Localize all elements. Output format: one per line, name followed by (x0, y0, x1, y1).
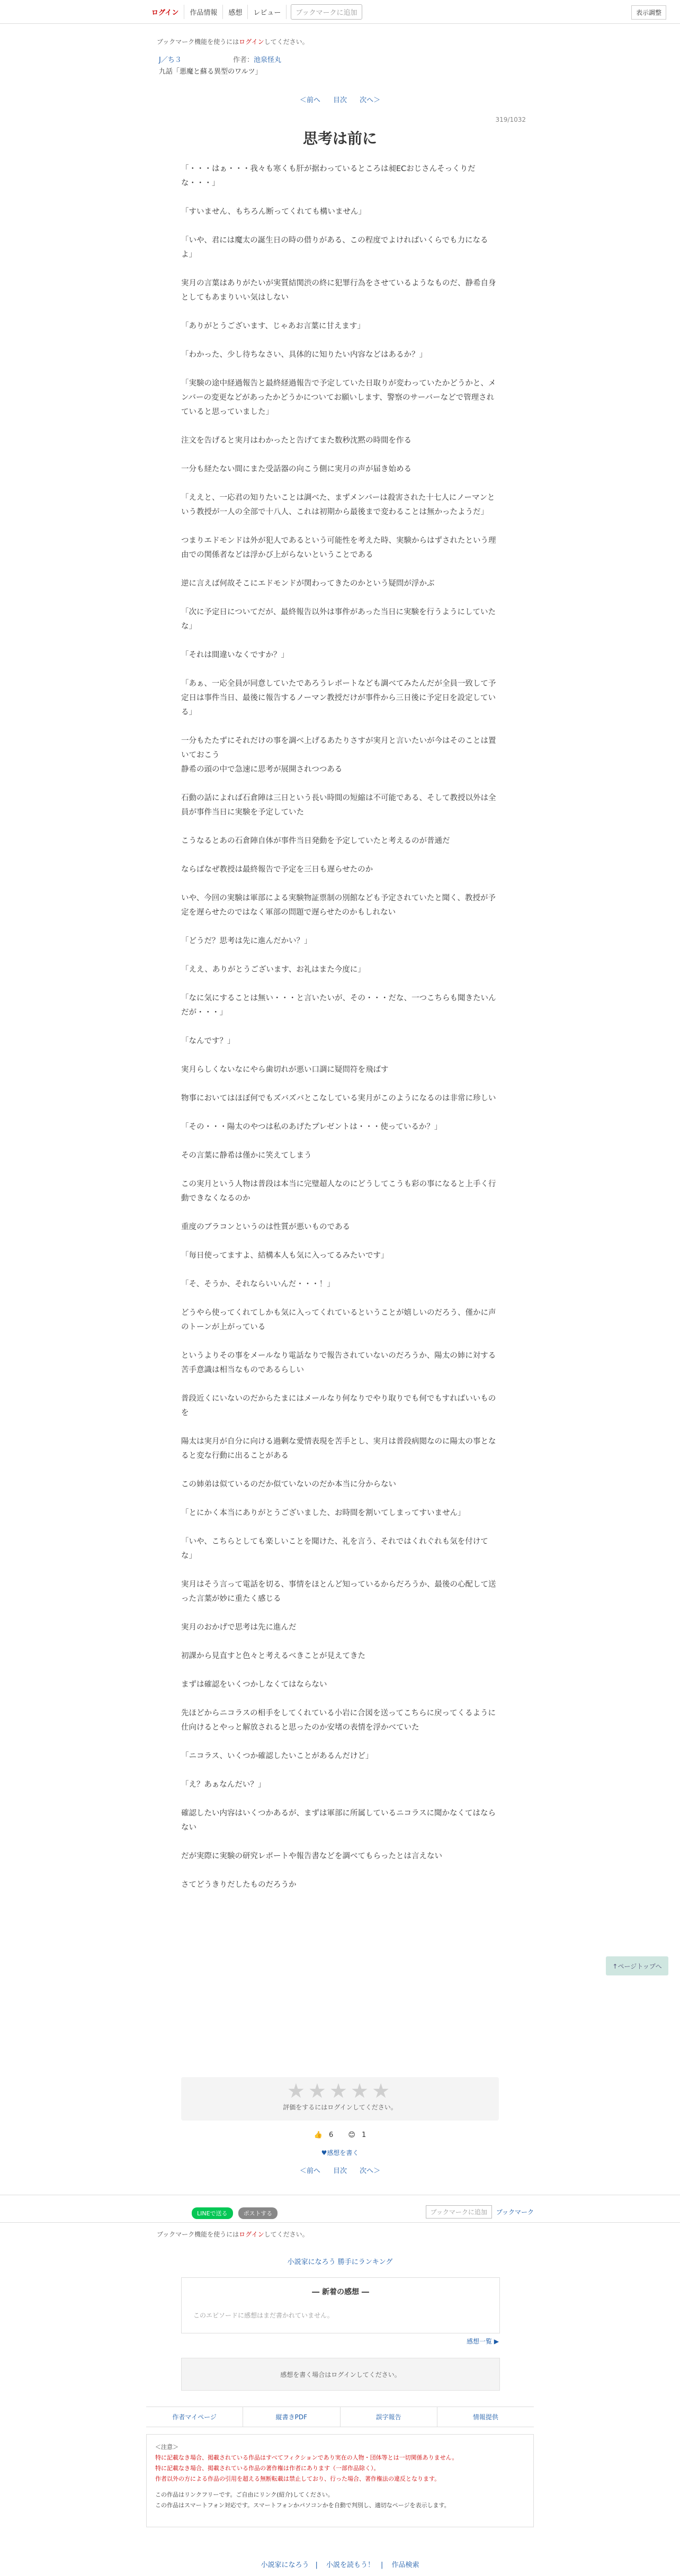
footer-line: この作品はスマートフォン対応です。スマートフォンかパソコンかを自動で判別し、適切なページを表示します。 (155, 2502, 450, 2509)
info-provide-link[interactable]: 情報提供 (472, 2413, 498, 2421)
novel-paragraph: 「どうだ？思考は先に進んだかい？」 (181, 937, 312, 945)
footer-notice (146, 2434, 534, 2527)
novel-paragraph: 石動の話によれば石倉陣は三日という長い時間の短縮は不可能である、そして教授以外は全員が事件当日に実験を予定していた (181, 794, 496, 817)
novel-paragraph: だが実際に実験の研究レポートや報告書などを調べてもらったとは言えない (181, 1852, 442, 1861)
novel-paragraph: 「え？あぁなんだい？」 (181, 1781, 266, 1789)
notice-text-end: してください。 (264, 38, 309, 46)
footer-red-line: 作者以外の方による作品の引用を超える無断転載は禁止しており、行った場合、著作権法の違反となります。 (155, 2475, 441, 2482)
bookmark-notice (157, 37, 309, 46)
like-reaction[interactable] (311, 2131, 336, 2139)
novel-paragraph: 「そ、そうか、それならいいんだ・・・！」 (181, 1280, 335, 1289)
novel-paragraph: 「ニコラス、いくつか確認したいことがあるんだけど」 (181, 1752, 373, 1760)
footer-red-line: 特に記載なき場合、掲載されている作品の著作権は作者にあります（一部作品除く）。 (155, 2465, 380, 2472)
novel-paragraph: 「わかった、少し待ちなさい、具体的に知りたい内容などはあるか？」 (181, 351, 427, 359)
like-count: 6 (328, 2131, 334, 2139)
novel-paragraph: 普段近くにいないのだからたまにはメールなり何なりでやり取りでも何でもすればいいものを (181, 1394, 496, 1417)
toc-link-bottom[interactable]: 目次 (333, 2167, 347, 2175)
novel-paragraph: 「ありがとうございます、じゃあお言葉に甘えます」 (181, 322, 365, 330)
smile-icon: 😊 (348, 2131, 355, 2139)
x-share-button[interactable]: ポストする (238, 2207, 278, 2219)
series-link[interactable]: J／ち３ (159, 56, 182, 64)
novel-paragraph: 「なに気にすることは無い・・・と言いたいが、その・・・だな、一つこちらも聞きたいんだが・・・」 (181, 994, 496, 1017)
smile-reaction[interactable] (345, 2131, 369, 2139)
write-impression-box: 感想を書く場合はログインしてください。 (181, 2358, 500, 2391)
bookmark-button[interactable]: ブックマーク (496, 2208, 534, 2216)
new-impressions-box (181, 2277, 500, 2333)
novel-paragraph: 一分もたたずにそれだけの事を調べ上げるあたりさすが実月と言いたいが今はそのことは置いておこう 静希の頭の中で急速に思考が展開されつつある (181, 737, 496, 774)
episode-title: 思考は前に (302, 130, 377, 147)
work-info-link[interactable]: 作品情報 (184, 5, 223, 19)
novel-paragraph: 陽太は実月が自分に向ける過剰な愛情表現を苦手とし、実月は普段病閲なのに陽太の事となると変な行動に出ることがある (181, 1437, 496, 1460)
footer-line: この作品はリンクフリーです。ご自由にリンク(紹介)してください。 (155, 2491, 334, 2498)
novel-paragraph: 「いや、君には魔太の誕生日の時の借りがある、この程度でよければいくらでも力になるよ」 (181, 236, 488, 259)
novel-paragraph: つまりエドモンドは外が犯人であるという可能性を考えた時、実験からはずされたという理由での関係者などは浮かび上がらないということである (181, 536, 496, 559)
novel-paragraph: この姉弟は似ているのだか似ていないのだか本当に分からない (181, 1480, 396, 1489)
novel-paragraph: こうなるとあの石倉陣自体が事件当日発動を予定していたと考えるのが普通だ (181, 837, 450, 845)
divider (0, 2222, 680, 2223)
rating-text: 評価をするにはログインしてください。 (283, 2104, 397, 2111)
novel-paragraph: 注文を告げると実月はわかったと告げてまた数秒沈黙の時間を作る (181, 436, 411, 445)
footer-heading: ＜注意＞ (155, 2444, 178, 2450)
search-link[interactable]: 作品検索 (391, 2561, 419, 2569)
top-nav (146, 4, 362, 20)
notice2-text-end: してください。 (264, 2231, 309, 2238)
novel-paragraph: ならばなぜ教授は最終報告で予定を三日も遅らせたのか (181, 865, 373, 874)
novel-paragraph: 「次に予定日についてだが、最終報告以外は事件があった当日に実験を行うようにしていたな」 (181, 608, 496, 631)
novel-paragraph: 「ええと、一応君の知りたいことは調べた、まずメンバーは殺害された十七人にノーマンという教授が一人の全部で十八人、これは初期から最後まで変わることは無かったようだ」 (181, 494, 495, 516)
line-share-button[interactable]: LINEで送る (192, 2207, 233, 2219)
novel-paragraph: 逆に言えば何故そこにエドモンドが関わってきたのかという疑問が浮かぶ (181, 579, 435, 588)
reactions (0, 2131, 680, 2139)
page-top-button[interactable]: ↑ページトップへ (606, 1956, 668, 1975)
impression-list-link[interactable]: 感想一覧 ▶ (466, 2338, 499, 2345)
pager-top (0, 94, 680, 104)
novel-paragraph: 「それは間違いなくですか？」 (181, 651, 289, 659)
impressions-link[interactable]: 感想 (223, 5, 248, 19)
novel-paragraph: というよりその事をメールなり電話なりで報告されていないのだろうか、陽太の姉に対する苦手意識は相当なものであるらしい (181, 1352, 496, 1374)
author-info (233, 54, 281, 64)
author-link[interactable]: 池泉怪丸 (254, 56, 282, 64)
display-settings-button[interactable]: 表示調整 (631, 5, 666, 20)
vertical-pdf-link[interactable]: 縦書きPDF (243, 2407, 340, 2427)
rating-box (181, 2077, 499, 2121)
bookmark-notice-bottom (157, 2230, 309, 2239)
bookmark-add-button[interactable]: ブックマークに追加 (291, 4, 362, 20)
typo-report-link[interactable]: 誤字報告 (341, 2407, 437, 2427)
prev-link-bottom[interactable]: ＜前へ (299, 2167, 320, 2175)
thumbs-up-icon: 👍 (314, 2131, 323, 2139)
link-separator: | (315, 2561, 318, 2569)
next-link-bottom[interactable]: 次へ＞ (360, 2167, 381, 2175)
notice-login-link[interactable]: ログイン (239, 38, 264, 46)
novel-paragraph: 「毎日使ってますよ、結構本人も気に入ってるみたいです」 (181, 1251, 389, 1260)
new-impressions-title: ― 新着の感想 ― (312, 2288, 369, 2296)
novel-paragraph: 物事においてはほぼ何でもズバズバとこなしている実月がこのようになるのは非常に珍しい (181, 1094, 496, 1103)
bookmark-buttons (426, 2205, 534, 2219)
novel-paragraph: 「ええ、ありがとうございます、お礼はまた今度に」 (181, 965, 365, 974)
page-number: 319/1032 (495, 116, 526, 123)
top-bar (0, 0, 680, 24)
prev-link[interactable]: ＜前へ (299, 96, 320, 104)
novel-paragraph: 初課から見直すと色々と考えるべきことが見えてきた (181, 1652, 365, 1660)
rating-stars[interactable]: ★★★★★ (287, 2079, 393, 2103)
notice-text: ブックマーク機能を使うには (157, 38, 239, 46)
novel-paragraph: どうやら使ってくれてしかも気に入ってくれているということが嬉しいのだろう、僅かに声のトーンが上がっている (181, 1309, 496, 1331)
novel-paragraph: 「なんです？」 (181, 1037, 235, 1045)
bookmark-add-button-bottom[interactable]: ブックマークに追加 (426, 2205, 492, 2219)
novel-paragraph: 実月はそう言って電話を切る、事情をほとんど知っているからだろうか、最後の心配して送った言葉が妙に重たく感じる (181, 1580, 496, 1603)
novel-paragraph: いや、今回の実験は軍部による実験物証票制の別館なども予定されていたと聞く、教授が予定を遅らせたのではなく軍部の問題で遅らせたのかもしれない (181, 894, 496, 917)
novel-paragraph: その言葉に静希は僅かに笑えてしまう (181, 1151, 312, 1160)
link-separator: | (381, 2561, 383, 2569)
ranking-link[interactable]: 小説家になろう 勝手にランキング (287, 2258, 393, 2266)
novel-paragraph: 確認したい内容はいくつかあるが、まずは軍部に所属しているニコラスに聞かなくてはならない (181, 1809, 496, 1832)
novel-body (181, 162, 499, 1907)
notice2-text: ブックマーク機能を使うには (157, 2231, 239, 2238)
share-buttons (192, 2207, 278, 2219)
novel-paragraph: 一分も経たない間にまた受話器の向こう側に実月の声が届き始める (181, 465, 411, 473)
footer-red-line: 特に記載なき場合、掲載されている作品はすべてフィクションであり実在の人物・団体等とは一切関係ありません。 (155, 2454, 458, 2461)
narou-link[interactable]: 小説家になろう (261, 2561, 309, 2569)
novel-paragraph: 「すいません、もちろん断ってくれても構いません」 (181, 208, 366, 216)
novel-paragraph: まずは確認をいくつかしなくてはならない (181, 1680, 327, 1689)
novel-paragraph: 「とにかく本当にありがとうございました、お時間を割いてしまってすいません」 (181, 1509, 466, 1517)
novel-paragraph: 実月のおかげで思考は先に進んだ (181, 1623, 297, 1632)
novel-paragraph: この実月という人物は普段は本当に完璧超人なのにどうしてこうも彩の事になると上手く行動できなくなるのか (181, 1180, 496, 1203)
yomou-link[interactable]: 小説を読もう！ (326, 2561, 374, 2569)
novel-paragraph: 「・・・はぁ・・・我々も寒くも肝が据わっているところは昶ECおじさんそっくりだな・・・」 (181, 165, 476, 187)
novel-paragraph: さてどうきりだしたものだろうか (181, 1881, 297, 1889)
author-label: 作者： (233, 56, 254, 64)
novel-paragraph: 実月らしくないなにやら歯切れが悪い口調に疑問符を飛ばす (181, 1066, 389, 1074)
write-impression-link[interactable]: ♥感想を書く (321, 2149, 359, 2157)
novel-paragraph: 先ほどからニコラスの相手をしてくれている小岩に合図を送ってこちらに戻ってくるように仕向けるとやっと解放されると思ったのか安堵の表情を浮かべていた (181, 1709, 496, 1732)
footer-links (146, 2407, 534, 2427)
login-link[interactable]: ログイン (146, 5, 184, 19)
novel-paragraph: 実月の言葉はありがたいが実質結関渋の終に犯罪行為をさせているようなものだ、静希自身としてもあまりいい気はしない (181, 279, 496, 302)
chapter-title: 九話「悪魔と蘇る異型のワルツ」 (159, 68, 262, 76)
novel-paragraph: 「あぁ、一応全員が同意していたであろうレポートなども調べてみたんだが全員一致して予定日は事件当日、最後に報告するノーマン教授だけが事件から三日後に予定日を設定している」 (181, 679, 496, 717)
notice2-login-link[interactable]: ログイン (239, 2231, 264, 2238)
toc-link[interactable]: 目次 (333, 96, 347, 104)
novel-paragraph: 「実験の途中経過報告と最終経過報告で予定していた日取りが変わっていたかどうかと、メンバーの変更などがあったかどうかについてお願いします、警察のサーバーなどで管理されていると思っていました」 (181, 379, 496, 416)
review-link[interactable]: レビュー (248, 5, 287, 19)
author-mypage-link[interactable]: 作者マイページ (146, 2407, 243, 2427)
novel-paragraph: 重度のブラコンというのは性質が悪いものである (181, 1223, 350, 1231)
bottom-links (0, 2559, 680, 2569)
pager-bottom (0, 2165, 680, 2175)
smile-count: 1 (361, 2131, 366, 2139)
novel-paragraph: 「その・・・陽太のやつは私のあげたプレゼントは・・・使っているか？」 (181, 1123, 442, 1131)
novel-paragraph: 「いや、こちらとしても楽しいことを聞けた、礼を言う、それではくれぐれも気を付けてな」 (181, 1537, 488, 1560)
next-link[interactable]: 次へ＞ (360, 96, 381, 104)
new-impressions-empty: このエピソードに感想はまだ書かれていません。 (193, 2312, 334, 2319)
